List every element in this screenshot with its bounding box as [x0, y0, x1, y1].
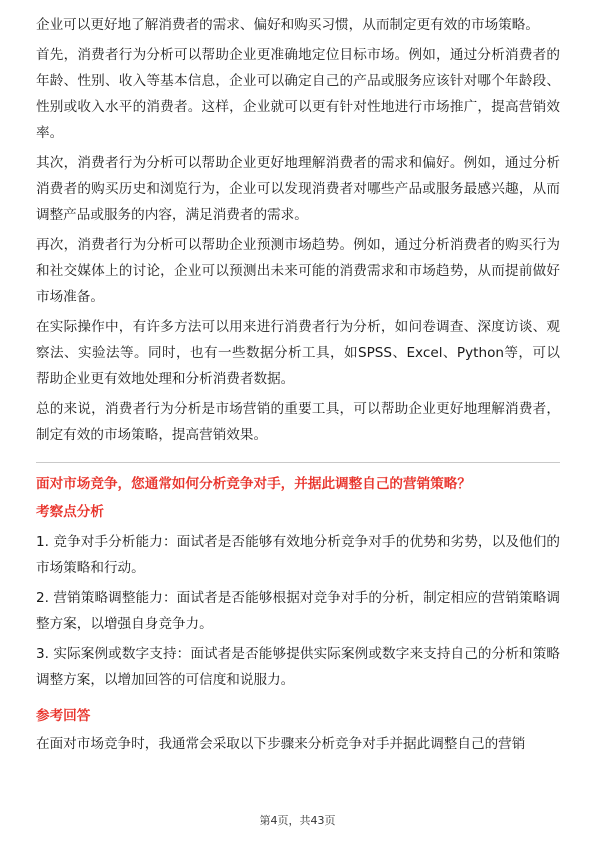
paragraph-target-market: 首先，消费者行为分析可以帮助企业更准确地定位目标市场。例如，通过分析消费者的年龄、性别、收入等基本信息，企业可以确定自己的产品或服务应该针对哪个年龄段、性别或收入水平的消费者。这样，企业就可以更有针对性地进行市场推广，提高营销效率。 — [36, 47, 560, 141]
analysis-heading: 考察点分析 — [36, 504, 104, 520]
analysis-item: 2. 营销策略调整能力：面试者是否能够根据对竞争对手的分析，制定相应的营销策略调整方案，以增强自身竞争力。 — [36, 590, 560, 632]
analysis-item: 3. 实际案例或数字支持：面试者是否能够提供实际案例或数字来支持自己的分析和策略调整方案，以增加回答的可信度和说服力。 — [36, 646, 560, 688]
paragraph-market-trends: 再次，消费者行为分析可以帮助企业预测市场趋势。例如，通过分析消费者的购买行为和社交媒体上的讨论，企业可以预测出未来可能的消费需求和市场趋势，从而提前做好市场准备。 — [36, 237, 560, 305]
paragraph-needs-preferences: 其次，消费者行为分析可以帮助企业更好地理解消费者的需求和偏好。例如，通过分析消费者的购买历史和浏览行为，企业可以发现消费者对哪些产品或服务最感兴趣，从而调整产品或服务的内容，满足消费者的需求。 — [36, 155, 560, 223]
paragraph-summary: 总的来说，消费者行为分析是市场营销的重要工具，可以帮助企业更好地理解消费者，制定有效的市场策略，提高营销效果。 — [36, 401, 560, 443]
answer-text: 在面对市场竞争时，我通常会采取以下步骤来分析竞争对手并据此调整自己的营销 — [36, 736, 526, 752]
document-page — [36, 12, 560, 761]
paragraph-methods-tools: 在实际操作中，有许多方法可以用来进行消费者行为分析，如问卷调查、深度访谈、观察法、实验法等。同时，也有一些数据分析工具，如SPSS、Excel、Python等，可以帮助企业更有效地处理和分析消费者数据。 — [36, 319, 560, 387]
section-divider — [36, 462, 560, 463]
page-number-footer: 第4页，共43页 — [259, 814, 336, 827]
interview-question: 面对市场竞争，您通常如何分析竞争对手，并据此调整自己的营销策略？ — [36, 476, 471, 492]
answer-heading: 参考回答 — [36, 708, 91, 724]
paragraph-intro-continued: 企业可以更好地了解消费者的需求、偏好和购买习惯，从而制定更有效的市场策略。 — [36, 17, 539, 33]
analysis-item: 1. 竞争对手分析能力：面试者是否能够有效地分析竞争对手的优势和劣势，以及他们的市场策略和行动。 — [36, 534, 560, 576]
